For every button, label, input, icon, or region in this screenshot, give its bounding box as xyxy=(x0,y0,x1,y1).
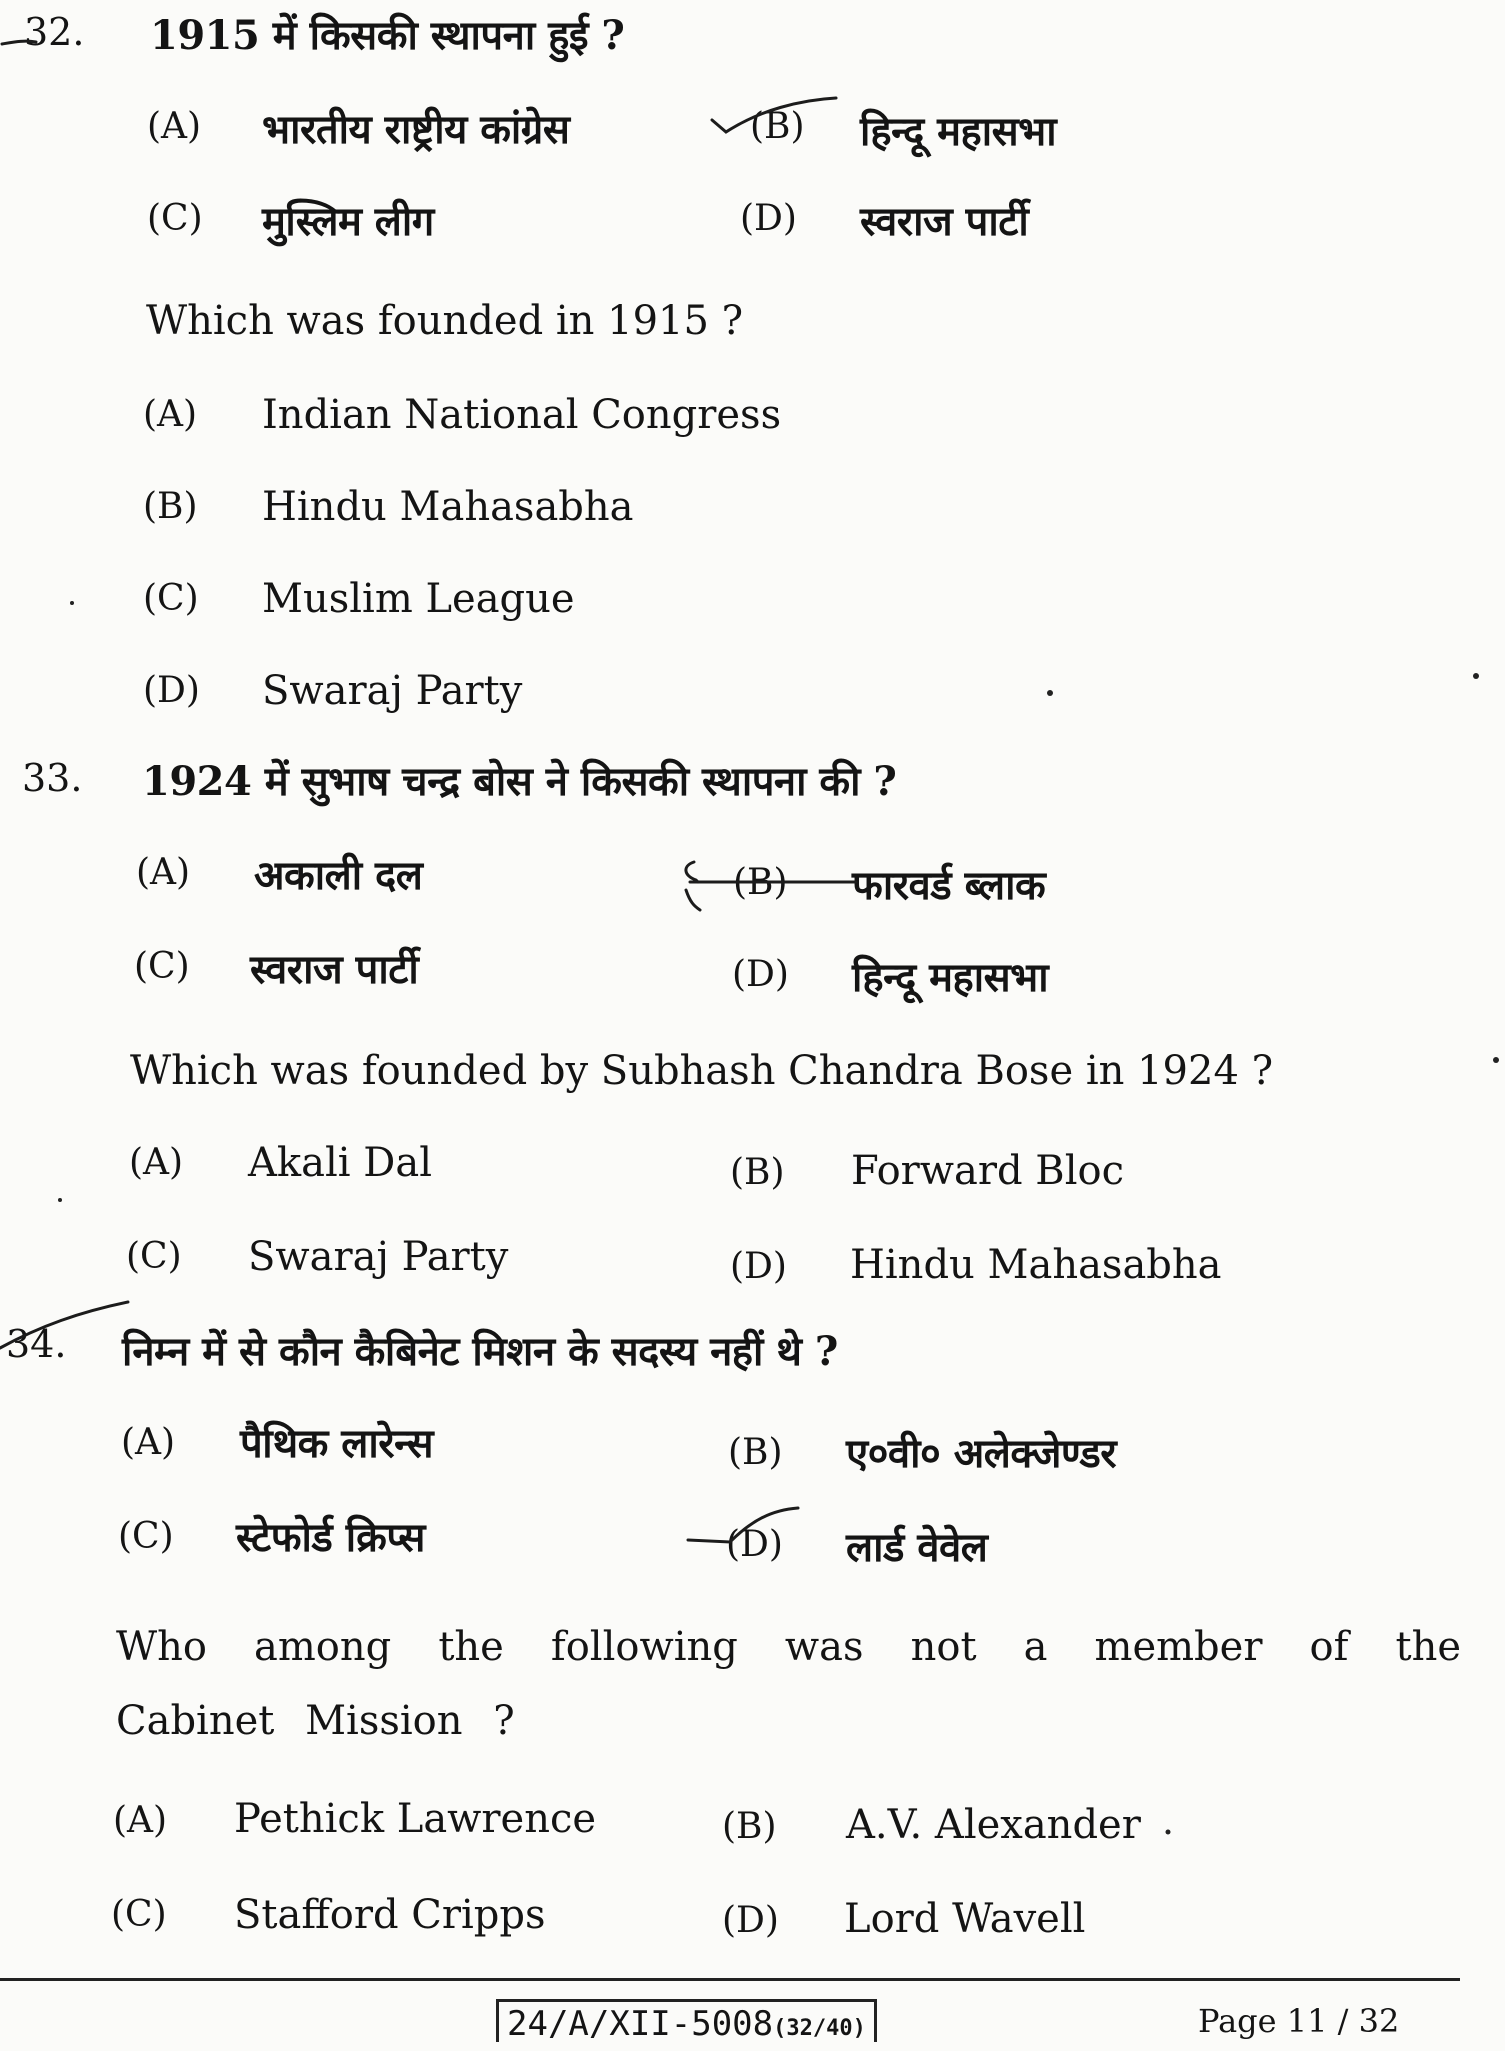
question-number: 33. xyxy=(22,756,83,800)
bracket-mark-q33-b xyxy=(686,862,700,910)
option-label: (D) xyxy=(726,1524,783,1565)
question-number: 32. xyxy=(24,10,85,54)
paper-code-box xyxy=(496,1999,877,2042)
speck-dot xyxy=(1047,690,1053,696)
question-text-hindi: 1915 में किसकी स्थापना हुई ? xyxy=(150,12,625,59)
option-text-hindi: स्वराज पार्टी xyxy=(250,946,419,993)
option-text-english: Swaraj Party xyxy=(248,1234,509,1280)
question-text-hindi: निम्न में से कौन कैबिनेट मिशन के सदस्य नहीं थे ? xyxy=(122,1328,838,1375)
option-text-english: Pethick Lawrence xyxy=(234,1796,597,1842)
page-number: Page 11 / 32 xyxy=(1198,2002,1400,2040)
option-label: (C) xyxy=(126,1236,182,1277)
option-text-hindi: पैथिक लारेन्स xyxy=(240,1420,434,1467)
question-text-hindi: 1924 में सुभाष चन्द्र बोस ने किसकी स्थापना की ? xyxy=(142,758,897,805)
paper-code: 24/A/XII-5008 xyxy=(507,2004,774,2044)
option-label: (D) xyxy=(722,1900,779,1941)
option-text-hindi: हिन्दू महासभा xyxy=(860,108,1057,155)
option-text-english: Indian National Congress xyxy=(262,392,782,438)
option-text-hindi: मुस्लिम लीग xyxy=(262,198,434,245)
option-label: (A) xyxy=(136,852,191,893)
option-text-english: Stafford Cripps xyxy=(234,1892,546,1938)
option-text-hindi: स्टेफोर्ड क्रिप्स xyxy=(236,1514,425,1561)
footer-rule xyxy=(0,1978,1460,1981)
option-label: (C) xyxy=(118,1516,174,1557)
option-text-english: Lord Wavell xyxy=(844,1896,1086,1942)
option-text-english: A.V. Alexander xyxy=(846,1802,1141,1848)
speck-dot xyxy=(1166,1830,1171,1835)
option-label: (D) xyxy=(740,198,797,239)
speck-dot xyxy=(58,1198,62,1202)
option-label: (B) xyxy=(730,1152,785,1193)
tick-mark-q34-d xyxy=(688,1508,798,1542)
option-label: (D) xyxy=(730,1246,787,1287)
option-label: (D) xyxy=(732,954,789,995)
option-label: (D) xyxy=(143,670,200,711)
option-label: (B) xyxy=(143,486,198,527)
tick-mark-q32-b xyxy=(712,98,836,132)
question-text-english: Who among the following was not a member of the Cabinet Mission ? xyxy=(116,1624,1461,1744)
option-label: (B) xyxy=(722,1806,777,1847)
option-label: (C) xyxy=(111,1894,167,1935)
option-text-hindi: फारवर्ड ब्लाक xyxy=(852,862,1046,909)
option-text-hindi: हिन्दू महासभा xyxy=(852,954,1049,1001)
option-text-english: Muslim League xyxy=(262,576,575,622)
option-label: (C) xyxy=(134,946,190,987)
option-label: (C) xyxy=(147,198,203,239)
option-label: (C) xyxy=(143,578,199,619)
paper-code-suffix: (32/40) xyxy=(773,2016,866,2041)
option-text-hindi: ए०वी० अलेक्जेण्डर xyxy=(846,1430,1117,1477)
option-text-english: Forward Bloc xyxy=(851,1148,1124,1194)
option-text-english: Akali Dal xyxy=(248,1140,432,1186)
option-text-hindi: अकाली दल xyxy=(254,852,423,899)
speck-dot xyxy=(1493,1057,1499,1063)
question-text-english: Which was founded by Subhash Chandra Bose in 1924 ? xyxy=(130,1048,1274,1094)
option-text-hindi: लार्ड वेवेल xyxy=(846,1524,988,1571)
option-label: (B) xyxy=(728,1432,783,1473)
option-text-english: Hindu Mahasabha xyxy=(850,1242,1222,1288)
option-label: (A) xyxy=(143,394,198,435)
speck-dot xyxy=(70,601,74,605)
option-label: (A) xyxy=(147,106,202,147)
option-label: (A) xyxy=(113,1800,168,1841)
option-label: (B) xyxy=(733,862,788,903)
tick-mark-q34-number xyxy=(0,1302,128,1348)
option-text-english: Swaraj Party xyxy=(262,668,523,714)
option-text-english: Hindu Mahasabha xyxy=(262,484,634,530)
pen-stroke-q32-number xyxy=(2,41,36,44)
speck-dot xyxy=(1473,673,1479,679)
question-text-english: Which was founded in 1915 ? xyxy=(146,298,744,344)
option-text-hindi: स्वराज पार्टी xyxy=(860,198,1029,245)
option-text-hindi: भारतीय राष्ट्रीय कांग्रेस xyxy=(262,106,570,153)
option-label: (B) xyxy=(750,106,805,147)
option-label: (A) xyxy=(129,1142,184,1183)
option-label: (A) xyxy=(121,1422,176,1463)
question-number: 34. xyxy=(6,1322,67,1366)
